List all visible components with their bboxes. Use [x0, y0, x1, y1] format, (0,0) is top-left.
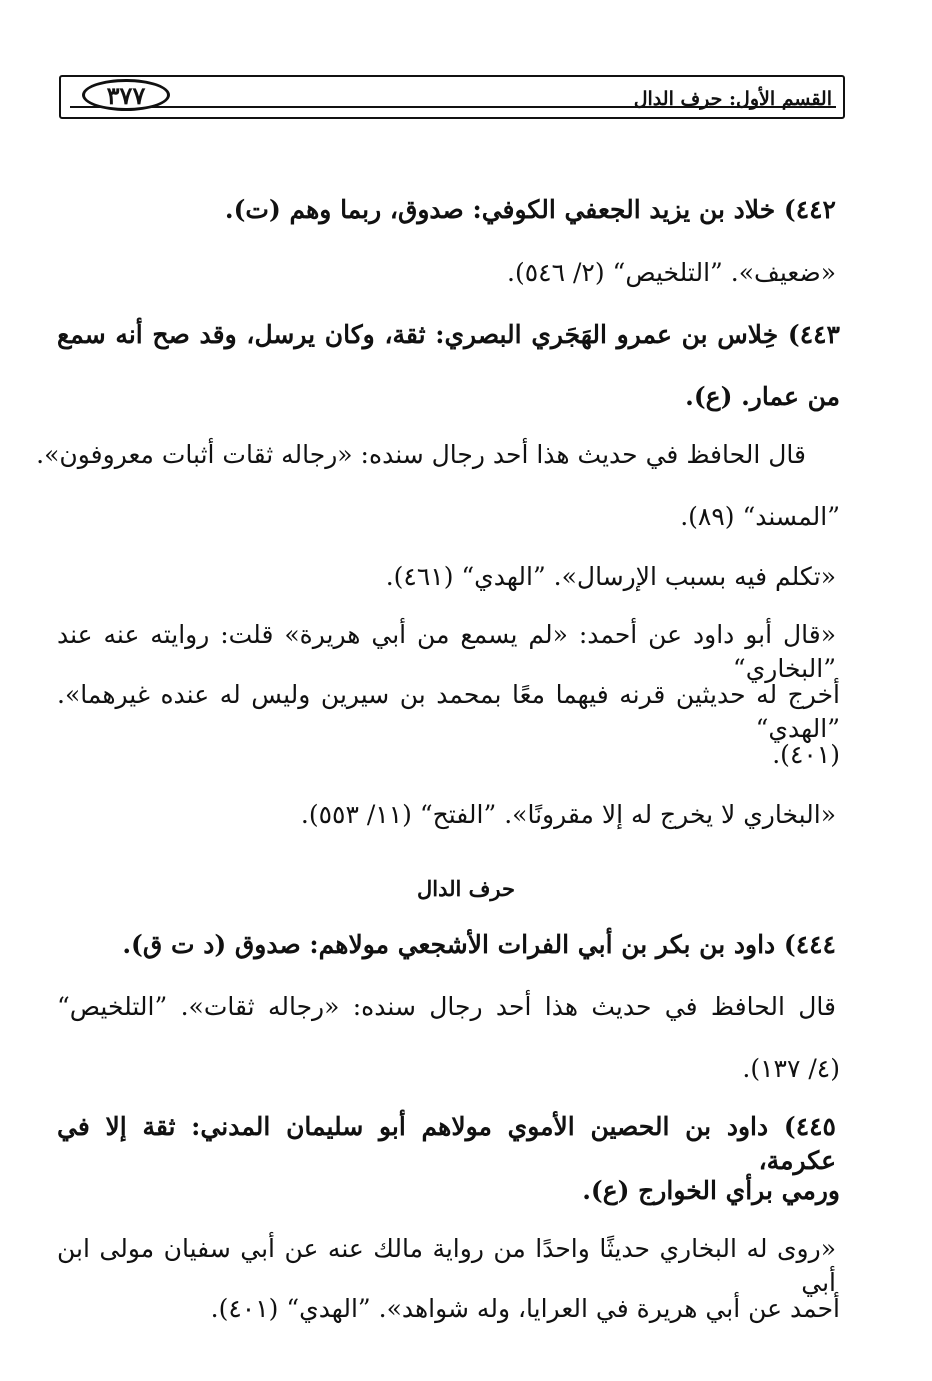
entry-445-note-2: أحمد عن أبي هريرة في العرايا، وله شواهد». ”الهدي“ (٤٠١).	[210, 1294, 840, 1323]
entry-443-line-2: من عمار. (ع).	[685, 382, 840, 411]
entry-443-note-4: «قال أبو داود عن أحمد: «لم يسمع من أبي هريرة» قلت: روايته عنه عند ”البخاري“	[57, 620, 836, 683]
entry-442-line-1: ٤٤٢) خلاد بن يزيد الجعفي الكوفي: صدوق، ربما وهم (ت).	[224, 195, 836, 224]
entry-443-note-7: «البخاري لا يخرج له إلا مقرونًا». ”الفتح“ (١١/ ٥٥٣).	[300, 800, 836, 829]
entry-443-line-1: ٤٤٣) خِلاس بن عمرو الهَجَري البصري: ثقة، وكان يرسل، وقد صح أنه سمع	[57, 320, 840, 349]
entry-444-line-1: ٤٤٤) داود بن بكر بن أبي الفرات الأشجعي مولاهم: صدوق (د ت ق).	[122, 930, 836, 959]
entry-443-note-1: قال الحافظ في حديث هذا أحد رجال سنده: «رجاله ثقات أثبات معروفون».	[36, 440, 806, 469]
entry-443-note-3: «تكلم فيه بسبب الإرسال». ”الهدي“ (٤٦١).	[385, 562, 836, 591]
entry-445-note-1: «روى له البخاري حديثًا واحدًا من رواية مالك عنه عن أبي سفيان مولى ابن أبي	[57, 1234, 836, 1297]
entry-444-note-1: قال الحافظ في حديث هذا أحد رجال سنده: «رجاله ثقات». ”التلخيص“	[57, 992, 836, 1021]
entry-442-note: «ضعيف». ”التلخيص“ (٢/ ٥٤٦).	[507, 258, 836, 287]
section-title: حرف الدال	[417, 876, 515, 901]
page-number: ٣٧٧	[82, 79, 170, 111]
entry-444-note-2: (٤/ ١٣٧).	[742, 1054, 840, 1083]
entry-445-line-2: ورمي برأي الخوارج (ع).	[582, 1176, 840, 1205]
entry-443-note-2: ”المسند“ (٨٩).	[680, 502, 840, 531]
entry-443-note-6: (٤٠١).	[772, 740, 840, 769]
running-head: القسم الأول: حرف الدال	[633, 88, 832, 110]
entry-443-note-5: أخرج له حديثين قرنه فيهما معًا بمحمد بن سيرين وليس له عنده غيرهما». ”الهدي“	[57, 680, 840, 743]
entry-445-line-1: ٤٤٥) داود بن الحصين الأموي مولاهم أبو سليمان المدني: ثقة إلا في عكرمة،	[57, 1112, 836, 1175]
